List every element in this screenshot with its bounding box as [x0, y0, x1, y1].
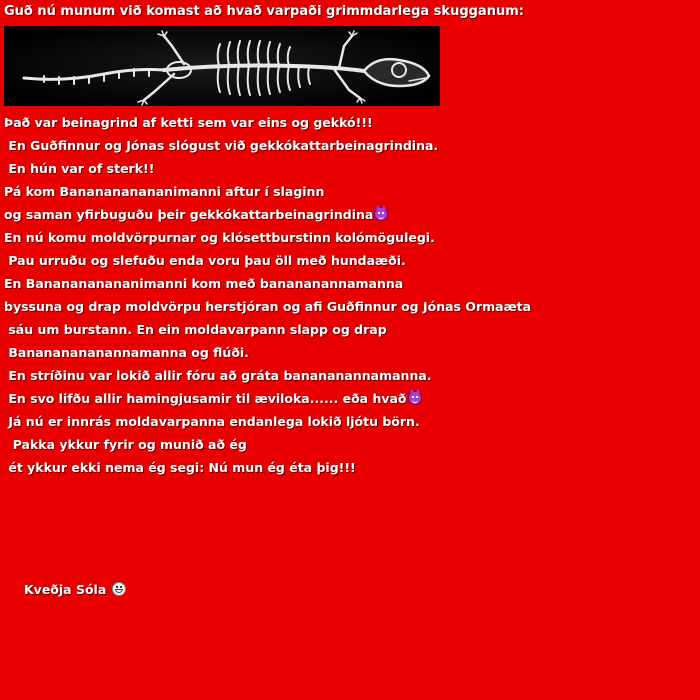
story-text — [4, 111, 531, 479]
story-line — [4, 318, 531, 341]
story-line — [4, 364, 531, 387]
signature-text: Kveðja Sóla — [24, 582, 107, 597]
story-line-text: byssuna og drap moldvörpu herstjóran og afi Guðfinnur og Jónas Ormaæta — [4, 299, 532, 314]
story-line-text: Það var beinagrind af ketti sem var eins og gekkó!!! — [4, 115, 373, 130]
story-line — [4, 456, 531, 479]
skeleton-photo — [4, 26, 440, 106]
story-line-text: ét ykkur ekki nema ég segi: Nú mun ég éta þig!!! — [4, 460, 356, 475]
story-line — [4, 410, 531, 433]
devil-emoji-icon — [374, 207, 388, 221]
story-line — [4, 157, 531, 180]
page-heading: Guð nú munum við komast að hvað varpaði grimmdarlega skugganum: — [4, 4, 524, 19]
story-line — [4, 341, 531, 364]
story-line — [4, 249, 531, 272]
story-line — [4, 180, 531, 203]
story-line — [4, 387, 531, 410]
story-line-text: Pá kom Bananananananimanni aftur í slaginn — [4, 184, 325, 199]
story-line — [4, 203, 531, 226]
story-line-text: En Bananananananimanni kom með banananannamanna — [4, 276, 404, 291]
story-line-text: En stríðinu var lokið allir fóru að gráta banananannamanna. — [4, 368, 432, 383]
story-line — [4, 134, 531, 157]
story-line-text: En hún var of sterk!! — [4, 161, 155, 176]
story-line — [4, 295, 531, 318]
story-line-text: En Guðfinnur og Jónas slógust við gekkókattarbeinagrindina. — [4, 138, 439, 153]
story-line-text: Já nú er innrás moldavarpanna endanlega lokið ljótu börn. — [4, 414, 420, 429]
skeleton-illustration — [4, 26, 440, 106]
story-line — [4, 272, 531, 295]
story-line — [4, 111, 531, 134]
story-line-text: Pau urruðu og slefuðu enda voru þau öll með hundaæði. — [4, 253, 406, 268]
story-line — [4, 433, 531, 456]
story-line — [4, 226, 531, 249]
devil-emoji-icon — [408, 391, 422, 405]
story-line-text: Pakka ykkur fyrir og munið að ég — [4, 437, 247, 452]
story-line-text: og saman yfirbuguðu þeir gekkókattarbeinagrindina — [4, 207, 374, 222]
story-line-text: En svo lifðu allir hamingjusamir til æviloka...... eða hvað — [4, 391, 407, 406]
grin-emoji-icon — [112, 582, 126, 596]
story-line-text: Banananananannamanna og flúði. — [4, 345, 249, 360]
signature — [24, 580, 126, 600]
story-line-text: sáu um burstann. En ein moldavarpann slapp og drap — [4, 322, 387, 337]
story-line-text: En nú komu moldvörpurnar og klósettburstinn kolómögulegi. — [4, 230, 435, 245]
